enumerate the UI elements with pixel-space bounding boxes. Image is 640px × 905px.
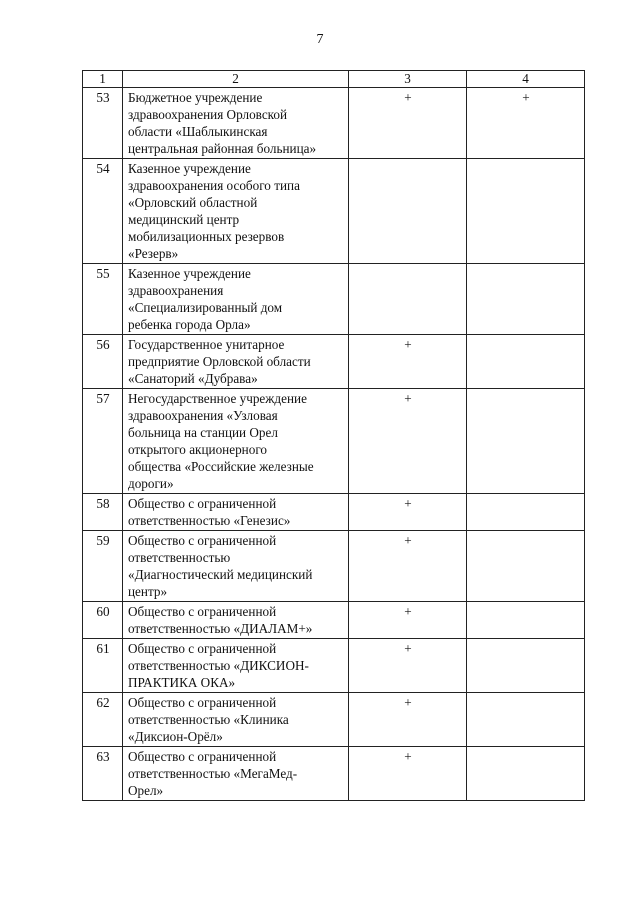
table-row xyxy=(83,531,585,602)
table-row xyxy=(83,494,585,531)
column-header-4: 4 xyxy=(467,71,585,88)
row-number: 59 xyxy=(83,531,123,602)
column-3-mark xyxy=(349,159,467,264)
column-4-mark xyxy=(467,389,585,494)
table-row xyxy=(83,693,585,747)
column-3-mark: + xyxy=(349,531,467,602)
column-3-mark: + xyxy=(349,335,467,389)
organization-name: Общество с ограниченной ответственностью «ДИКСИОН- ПРАКТИКА ОКА» xyxy=(123,639,349,693)
organization-name: Общество с ограниченной ответственностью «МегаМед- Орел» xyxy=(123,747,349,801)
column-header-3: 3 xyxy=(349,71,467,88)
row-number: 61 xyxy=(83,639,123,693)
row-number: 58 xyxy=(83,494,123,531)
table-row xyxy=(83,88,585,159)
table-row xyxy=(83,639,585,693)
organizations-table xyxy=(82,70,585,801)
column-3-mark: + xyxy=(349,747,467,801)
column-3-mark: + xyxy=(349,494,467,531)
column-3-mark: + xyxy=(349,693,467,747)
table-row xyxy=(83,389,585,494)
page-number: 7 xyxy=(316,32,324,47)
table-row xyxy=(83,335,585,389)
organization-name: Общество с ограниченной ответственностью «Генезис» xyxy=(123,494,349,531)
organization-name: Государственное унитарное предприятие Орловской области «Санаторий «Дубрава» xyxy=(123,335,349,389)
row-number: 57 xyxy=(83,389,123,494)
column-4-mark xyxy=(467,494,585,531)
row-number: 53 xyxy=(83,88,123,159)
table-row xyxy=(83,602,585,639)
organization-name: Общество с ограниченной ответственностью «ДИАЛАМ+» xyxy=(123,602,349,639)
column-3-mark: + xyxy=(349,88,467,159)
column-3-mark: + xyxy=(349,389,467,494)
column-3-mark xyxy=(349,264,467,335)
column-4-mark xyxy=(467,531,585,602)
organization-name: Общество с ограниченной ответственностью «Диагностический медицинский центр» xyxy=(123,531,349,602)
row-number: 56 xyxy=(83,335,123,389)
row-number: 54 xyxy=(83,159,123,264)
row-number: 60 xyxy=(83,602,123,639)
column-3-mark: + xyxy=(349,602,467,639)
column-4-mark xyxy=(467,264,585,335)
table-row xyxy=(83,264,585,335)
column-4-mark xyxy=(467,747,585,801)
row-number: 55 xyxy=(83,264,123,335)
organization-name: Бюджетное учреждение здравоохранения Орловской области «Шаблыкинская центральная районная больница» xyxy=(123,88,349,159)
column-4-mark: + xyxy=(467,88,585,159)
row-number: 62 xyxy=(83,693,123,747)
column-4-mark xyxy=(467,693,585,747)
column-header-1: 1 xyxy=(83,71,123,88)
column-3-mark: + xyxy=(349,639,467,693)
organization-name: Общество с ограниченной ответственностью «Клиника «Диксион-Орёл» xyxy=(123,693,349,747)
column-4-mark xyxy=(467,159,585,264)
row-number: 63 xyxy=(83,747,123,801)
table-row xyxy=(83,747,585,801)
column-4-mark xyxy=(467,639,585,693)
column-header-2: 2 xyxy=(123,71,349,88)
table-header-row xyxy=(83,71,585,88)
organization-name: Казенное учреждение здравоохранения особого типа «Орловский областной медицинский центр мобилизационных резервов «Резерв» xyxy=(123,159,349,264)
column-4-mark xyxy=(467,335,585,389)
table-row xyxy=(83,159,585,264)
organization-name: Негосударственное учреждение здравоохранения «Узловая больница на станции Орел открытого акционерного общества «Российские железные дороги» xyxy=(123,389,349,494)
organization-name: Казенное учреждение здравоохранения «Специализированный дом ребенка города Орла» xyxy=(123,264,349,335)
column-4-mark xyxy=(467,602,585,639)
